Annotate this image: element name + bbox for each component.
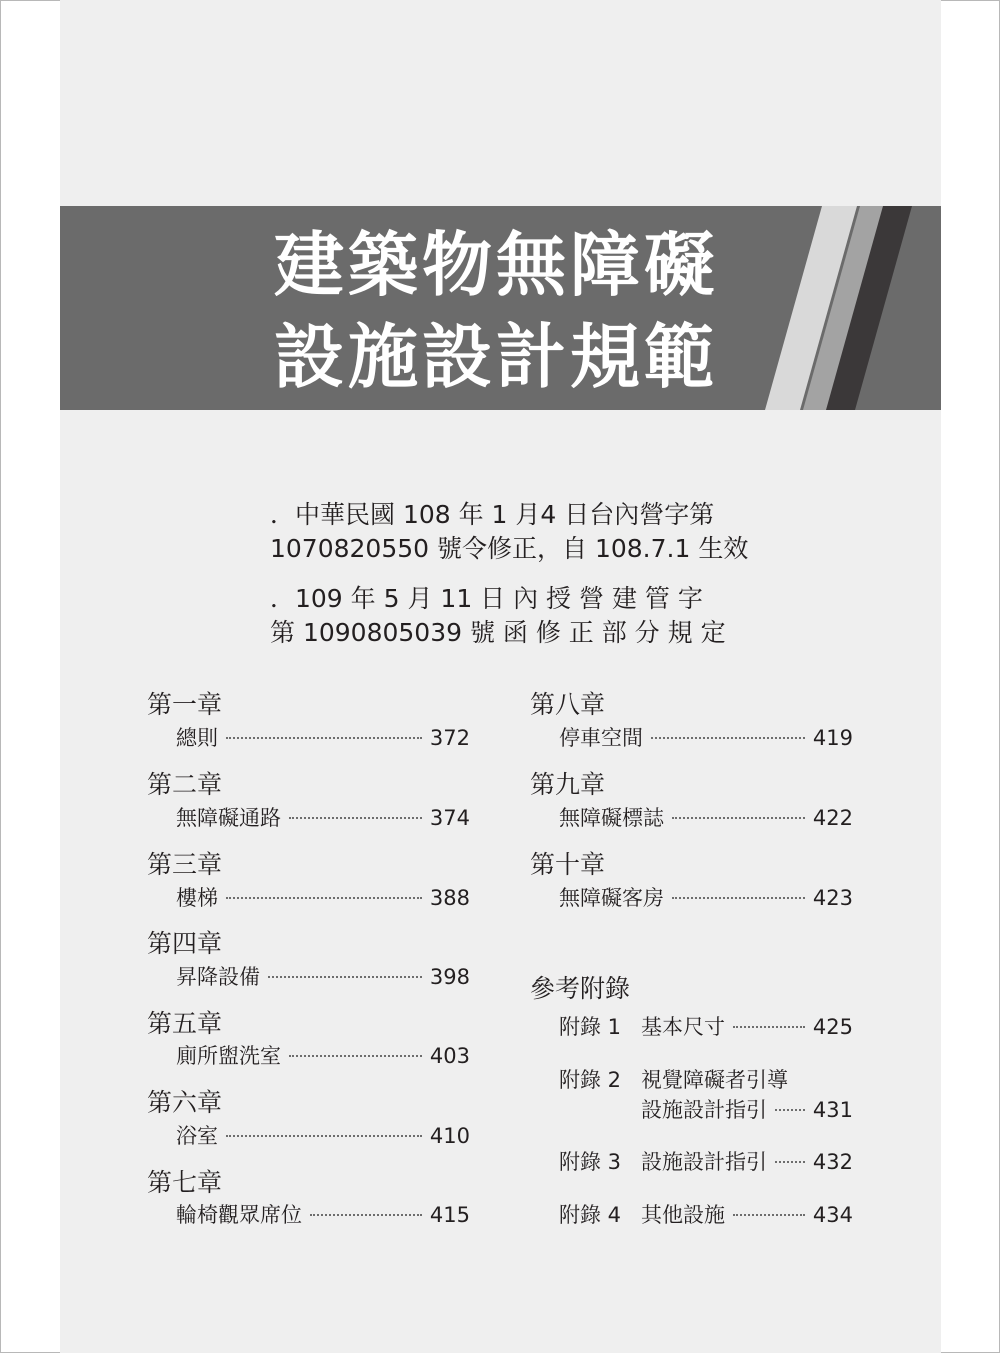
toc-entry-page: 388 [429, 886, 470, 910]
title-line-2: 設施設計規範 [274, 316, 718, 398]
note-line: 第 1090805039 號 函 修 正 部 分 規 定 [270, 618, 726, 647]
chapter-heading: 第三章 [147, 850, 223, 879]
toc-entry[interactable] [176, 724, 470, 752]
toc-entry-title: 無障礙標誌 [559, 806, 664, 830]
toc-entry-title: 廁所盥洗室 [176, 1044, 281, 1068]
appendix-label: 附錄 2 [559, 1068, 622, 1092]
appendix-label: 附錄 4 [559, 1203, 622, 1227]
toc-entry[interactable] [641, 1096, 853, 1124]
toc-entry[interactable] [559, 804, 853, 832]
toc-entry-title: 無障礙通路 [176, 806, 281, 830]
toc-entry[interactable] [641, 1201, 853, 1229]
toc-entry-title: 設施設計指引 [641, 1150, 767, 1174]
toc-entry-title-cont: 設施設計指引 [641, 1098, 767, 1122]
leader-dots [672, 817, 805, 819]
toc-entry[interactable] [176, 1201, 470, 1229]
toc-entry-page: 374 [429, 806, 470, 830]
toc-entry-page: 431 [812, 1098, 853, 1122]
toc-entry-page: 410 [429, 1124, 470, 1148]
chapter-heading: 第九章 [530, 770, 606, 799]
leader-dots [226, 897, 422, 899]
toc-entry-title: 樓梯 [176, 886, 218, 910]
toc-entry-page: 403 [429, 1044, 470, 1068]
toc-entry[interactable] [176, 963, 470, 991]
toc-entry-page: 434 [812, 1203, 853, 1227]
toc-entry-title: 停車空間 [559, 726, 643, 750]
leader-dots [226, 737, 422, 739]
toc-entry-page: 425 [812, 1015, 853, 1039]
leader-dots [289, 817, 422, 819]
revision-note-1 [270, 498, 749, 566]
appendix-label: 附錄 3 [559, 1150, 622, 1174]
toc-entry-title: 輪椅觀眾席位 [176, 1203, 302, 1227]
toc-entry-title: 基本尺寸 [641, 1015, 725, 1039]
toc-entry-page: 422 [812, 806, 853, 830]
toc-entry[interactable] [176, 884, 470, 912]
leader-dots [733, 1214, 805, 1216]
chapter-heading: 第一章 [147, 690, 223, 719]
toc-entry[interactable] [176, 804, 470, 832]
toc-entry[interactable] [559, 724, 853, 752]
toc-entry[interactable] [176, 1122, 470, 1150]
toc-entry[interactable] [559, 884, 853, 912]
toc-entry-title: 視覺障礙者引導 [641, 1068, 788, 1092]
title-line-1: 建築物無障礙 [274, 224, 718, 306]
toc-entry[interactable] [176, 1042, 470, 1070]
leader-dots [775, 1109, 805, 1111]
toc-entry-title: 昇降設備 [176, 965, 260, 989]
toc-entry-title: 浴室 [176, 1124, 218, 1148]
chapter-heading: 第十章 [530, 850, 606, 879]
note-line: ．中華民國 108 年 1 月4 日台內營字第 [270, 500, 715, 529]
toc-entry-page: 419 [812, 726, 853, 750]
revision-note-2 [270, 582, 732, 650]
toc-entry-title: 總則 [176, 726, 218, 750]
toc-entry-page: 432 [812, 1150, 853, 1174]
chapter-heading: 第八章 [530, 690, 606, 719]
toc-entry[interactable] [641, 1013, 853, 1041]
note-line: 1070820550 號令修正，自 108.7.1 生效 [270, 534, 749, 563]
leader-dots [651, 737, 805, 739]
toc-entry-title: 無障礙客房 [559, 886, 664, 910]
toc-entry-page: 372 [429, 726, 470, 750]
leader-dots [672, 897, 805, 899]
leader-dots [289, 1055, 422, 1057]
leader-dots [226, 1135, 422, 1137]
title-banner [60, 206, 941, 410]
toc-entry-page: 415 [429, 1203, 470, 1227]
toc-entry-page: 398 [429, 965, 470, 989]
leader-dots [268, 976, 422, 978]
toc-entry-page: 423 [812, 886, 853, 910]
appendix-heading: 參考附錄 [530, 974, 631, 1003]
toc-entry-title: 其他設施 [641, 1203, 725, 1227]
leader-dots [733, 1026, 805, 1028]
appendix-label: 附錄 1 [559, 1015, 622, 1039]
leader-dots [310, 1214, 422, 1216]
toc-entry[interactable] [641, 1148, 853, 1176]
chapter-heading: 第七章 [147, 1168, 223, 1197]
note-line: ．109 年 5 月 11 日 內 授 營 建 管 字 [270, 584, 703, 613]
chapter-heading: 第六章 [147, 1088, 223, 1117]
leader-dots [775, 1161, 805, 1163]
chapter-heading: 第四章 [147, 929, 223, 958]
chapter-heading: 第五章 [147, 1009, 223, 1038]
cover-panel [60, 0, 941, 1353]
chapter-heading: 第二章 [147, 770, 223, 799]
